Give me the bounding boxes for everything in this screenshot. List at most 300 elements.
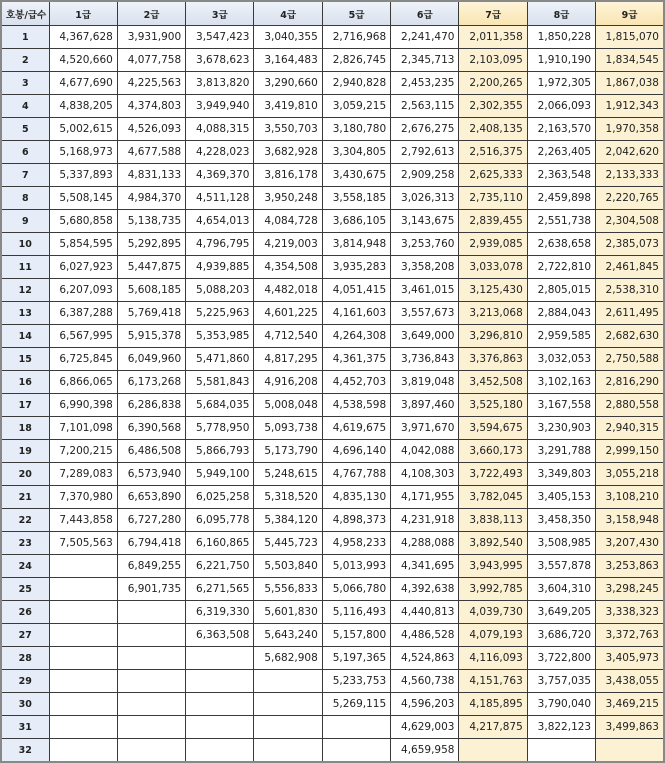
salary-cell: 5,088,203 xyxy=(186,279,254,302)
salary-cell: 5,508,145 xyxy=(49,187,117,210)
salary-cell: 2,551,738 xyxy=(527,210,595,233)
table-row xyxy=(1,578,664,601)
salary-cell: 3,649,205 xyxy=(527,601,595,624)
salary-cell: 3,338,323 xyxy=(596,601,664,624)
salary-cell: 4,712,540 xyxy=(254,325,322,348)
salary-cell xyxy=(49,555,117,578)
salary-cell: 4,084,728 xyxy=(254,210,322,233)
salary-cell: 3,594,675 xyxy=(459,417,527,440)
table-row xyxy=(1,256,664,279)
salary-cell: 3,158,948 xyxy=(596,509,664,532)
salary-cell: 4,796,795 xyxy=(186,233,254,256)
salary-cell: 4,767,788 xyxy=(322,463,390,486)
salary-cell: 3,419,810 xyxy=(254,95,322,118)
salary-cell: 1,834,545 xyxy=(596,49,664,72)
salary-cell: 4,392,638 xyxy=(391,578,459,601)
salary-cell: 3,143,675 xyxy=(391,210,459,233)
salary-cell xyxy=(49,670,117,693)
step-cell: 13 xyxy=(1,302,49,325)
salary-cell: 2,103,095 xyxy=(459,49,527,72)
salary-cell xyxy=(254,716,322,739)
column-header: 3급 xyxy=(186,1,254,26)
salary-cell: 2,884,043 xyxy=(527,302,595,325)
salary-cell: 5,225,963 xyxy=(186,302,254,325)
table-row xyxy=(1,739,664,763)
salary-cell xyxy=(527,739,595,763)
salary-cell: 4,108,303 xyxy=(391,463,459,486)
salary-cell: 3,757,035 xyxy=(527,670,595,693)
table-row xyxy=(1,72,664,95)
salary-cell: 5,581,843 xyxy=(186,371,254,394)
salary-cell: 5,197,365 xyxy=(322,647,390,670)
salary-cell: 4,231,918 xyxy=(391,509,459,532)
salary-cell xyxy=(186,647,254,670)
salary-cell: 4,916,208 xyxy=(254,371,322,394)
step-cell: 30 xyxy=(1,693,49,716)
salary-cell: 3,722,493 xyxy=(459,463,527,486)
salary-cell: 3,430,675 xyxy=(322,164,390,187)
table-row xyxy=(1,486,664,509)
step-cell: 11 xyxy=(1,256,49,279)
step-cell: 27 xyxy=(1,624,49,647)
salary-cell: 6,095,778 xyxy=(186,509,254,532)
salary-cell: 4,835,130 xyxy=(322,486,390,509)
step-cell: 20 xyxy=(1,463,49,486)
salary-cell: 6,025,258 xyxy=(186,486,254,509)
salary-cell xyxy=(49,739,117,763)
salary-cell: 3,102,163 xyxy=(527,371,595,394)
salary-cell xyxy=(117,647,185,670)
step-cell: 2 xyxy=(1,49,49,72)
step-cell: 22 xyxy=(1,509,49,532)
salary-cell: 4,452,703 xyxy=(322,371,390,394)
salary-cell: 2,816,290 xyxy=(596,371,664,394)
salary-cell: 5,168,973 xyxy=(49,141,117,164)
salary-cell: 6,049,960 xyxy=(117,348,185,371)
salary-cell: 3,992,785 xyxy=(459,578,527,601)
salary-cell: 6,221,750 xyxy=(186,555,254,578)
salary-cell: 6,866,065 xyxy=(49,371,117,394)
salary-cell: 5,173,790 xyxy=(254,440,322,463)
salary-cell: 7,101,098 xyxy=(49,417,117,440)
salary-cell: 2,304,508 xyxy=(596,210,664,233)
table-row xyxy=(1,95,664,118)
salary-cell xyxy=(322,716,390,739)
salary-cell: 4,596,203 xyxy=(391,693,459,716)
salary-cell: 4,654,013 xyxy=(186,210,254,233)
column-header: 2급 xyxy=(117,1,185,26)
salary-cell: 3,296,810 xyxy=(459,325,527,348)
salary-cell: 4,440,813 xyxy=(391,601,459,624)
salary-cell: 2,453,235 xyxy=(391,72,459,95)
salary-cell: 3,040,355 xyxy=(254,26,322,49)
table-row xyxy=(1,348,664,371)
column-header: 6급 xyxy=(391,1,459,26)
salary-cell: 4,898,373 xyxy=(322,509,390,532)
salary-cell: 2,408,135 xyxy=(459,118,527,141)
salary-cell: 5,447,875 xyxy=(117,256,185,279)
salary-cell: 2,805,015 xyxy=(527,279,595,302)
salary-cell: 5,066,780 xyxy=(322,578,390,601)
salary-cell: 5,866,793 xyxy=(186,440,254,463)
step-cell: 14 xyxy=(1,325,49,348)
salary-cell: 4,042,088 xyxy=(391,440,459,463)
column-header: 1급 xyxy=(49,1,117,26)
salary-cell: 2,625,333 xyxy=(459,164,527,187)
salary-cell: 3,971,670 xyxy=(391,417,459,440)
salary-cell: 5,643,240 xyxy=(254,624,322,647)
salary-cell: 6,653,890 xyxy=(117,486,185,509)
salary-cell xyxy=(49,624,117,647)
salary-cell: 2,959,585 xyxy=(527,325,595,348)
salary-cell: 3,253,863 xyxy=(596,555,664,578)
salary-cell: 5,353,985 xyxy=(186,325,254,348)
salary-cell: 4,838,205 xyxy=(49,95,117,118)
salary-cell: 3,686,105 xyxy=(322,210,390,233)
salary-cell: 3,461,015 xyxy=(391,279,459,302)
salary-cell: 4,629,003 xyxy=(391,716,459,739)
salary-cell: 3,682,928 xyxy=(254,141,322,164)
salary-cell: 6,486,508 xyxy=(117,440,185,463)
salary-cell: 2,939,085 xyxy=(459,233,527,256)
salary-cell: 6,573,940 xyxy=(117,463,185,486)
salary-cell: 4,288,088 xyxy=(391,532,459,555)
salary-cell: 3,349,803 xyxy=(527,463,595,486)
salary-cell: 2,042,620 xyxy=(596,141,664,164)
salary-cell: 3,291,788 xyxy=(527,440,595,463)
salary-cell: 6,990,398 xyxy=(49,394,117,417)
salary-cell: 3,931,900 xyxy=(117,26,185,49)
step-cell: 25 xyxy=(1,578,49,601)
salary-cell: 4,560,738 xyxy=(391,670,459,693)
step-cell: 24 xyxy=(1,555,49,578)
salary-cell: 4,088,315 xyxy=(186,118,254,141)
table-body xyxy=(1,26,664,763)
step-cell: 19 xyxy=(1,440,49,463)
salary-cell: 5,445,723 xyxy=(254,532,322,555)
salary-cell: 3,935,283 xyxy=(322,256,390,279)
salary-cell: 3,055,218 xyxy=(596,463,664,486)
salary-cell: 3,782,045 xyxy=(459,486,527,509)
salary-cell: 3,033,078 xyxy=(459,256,527,279)
salary-cell: 4,659,958 xyxy=(391,739,459,763)
table-row xyxy=(1,394,664,417)
salary-cell: 5,157,800 xyxy=(322,624,390,647)
salary-cell: 5,138,735 xyxy=(117,210,185,233)
salary-cell: 2,839,455 xyxy=(459,210,527,233)
salary-cell: 3,358,208 xyxy=(391,256,459,279)
salary-cell: 4,538,598 xyxy=(322,394,390,417)
salary-cell: 6,567,995 xyxy=(49,325,117,348)
salary-cell: 1,867,038 xyxy=(596,72,664,95)
salary-cell: 4,482,018 xyxy=(254,279,322,302)
salary-cell: 5,384,120 xyxy=(254,509,322,532)
salary-cell: 2,302,355 xyxy=(459,95,527,118)
salary-cell: 5,915,378 xyxy=(117,325,185,348)
step-cell: 21 xyxy=(1,486,49,509)
salary-cell: 3,304,805 xyxy=(322,141,390,164)
salary-cell: 4,039,730 xyxy=(459,601,527,624)
salary-cell: 6,727,280 xyxy=(117,509,185,532)
salary-cell: 5,116,493 xyxy=(322,601,390,624)
salary-cell: 3,816,178 xyxy=(254,164,322,187)
salary-cell: 3,499,863 xyxy=(596,716,664,739)
salary-cell: 6,901,735 xyxy=(117,578,185,601)
salary-cell: 1,850,228 xyxy=(527,26,595,49)
table-row xyxy=(1,601,664,624)
table-row xyxy=(1,141,664,164)
step-cell: 18 xyxy=(1,417,49,440)
salary-cell: 4,361,375 xyxy=(322,348,390,371)
salary-cell: 4,677,690 xyxy=(49,72,117,95)
salary-cell: 4,696,140 xyxy=(322,440,390,463)
salary-cell: 5,248,615 xyxy=(254,463,322,486)
salary-cell: 2,385,073 xyxy=(596,233,664,256)
step-cell: 9 xyxy=(1,210,49,233)
salary-cell: 4,161,603 xyxy=(322,302,390,325)
column-header: 7급 xyxy=(459,1,527,26)
salary-cell: 4,374,803 xyxy=(117,95,185,118)
salary-cell: 4,367,628 xyxy=(49,26,117,49)
step-cell: 10 xyxy=(1,233,49,256)
step-cell: 5 xyxy=(1,118,49,141)
salary-cell xyxy=(254,693,322,716)
salary-cell: 2,638,658 xyxy=(527,233,595,256)
salary-cell: 4,984,370 xyxy=(117,187,185,210)
salary-cell: 6,794,418 xyxy=(117,532,185,555)
step-cell: 3 xyxy=(1,72,49,95)
salary-cell xyxy=(49,601,117,624)
salary-cell: 3,253,760 xyxy=(391,233,459,256)
salary-cell: 4,079,193 xyxy=(459,624,527,647)
salary-cell: 3,838,113 xyxy=(459,509,527,532)
salary-cell: 4,225,563 xyxy=(117,72,185,95)
salary-cell: 2,716,968 xyxy=(322,26,390,49)
salary-cell: 6,271,565 xyxy=(186,578,254,601)
salary-cell: 5,778,950 xyxy=(186,417,254,440)
salary-cell: 4,051,415 xyxy=(322,279,390,302)
table-row xyxy=(1,26,664,49)
salary-cell: 2,133,333 xyxy=(596,164,664,187)
salary-cell: 3,405,153 xyxy=(527,486,595,509)
salary-cell: 5,269,115 xyxy=(322,693,390,716)
salary-cell: 2,263,405 xyxy=(527,141,595,164)
salary-cell: 4,677,588 xyxy=(117,141,185,164)
salary-cell xyxy=(117,624,185,647)
salary-cell: 3,660,173 xyxy=(459,440,527,463)
salary-cell xyxy=(117,601,185,624)
salary-cell: 4,151,763 xyxy=(459,670,527,693)
table-row xyxy=(1,417,664,440)
table-row xyxy=(1,279,664,302)
salary-cell: 4,939,885 xyxy=(186,256,254,279)
header-row xyxy=(1,1,664,26)
salary-cell: 6,173,268 xyxy=(117,371,185,394)
table-row xyxy=(1,164,664,187)
salary-cell: 3,508,985 xyxy=(527,532,595,555)
table-row xyxy=(1,624,664,647)
salary-cell: 2,722,810 xyxy=(527,256,595,279)
table-row xyxy=(1,532,664,555)
salary-cell xyxy=(49,647,117,670)
salary-cell: 3,943,995 xyxy=(459,555,527,578)
salary-cell: 5,471,860 xyxy=(186,348,254,371)
salary-cell: 3,722,800 xyxy=(527,647,595,670)
salary-cell: 5,556,833 xyxy=(254,578,322,601)
salary-cell: 5,337,893 xyxy=(49,164,117,187)
salary-cell: 6,319,330 xyxy=(186,601,254,624)
salary-cell: 4,817,295 xyxy=(254,348,322,371)
salary-cell: 2,735,110 xyxy=(459,187,527,210)
salary-cell: 3,558,185 xyxy=(322,187,390,210)
step-cell: 17 xyxy=(1,394,49,417)
salary-cell: 4,217,875 xyxy=(459,716,527,739)
table-row xyxy=(1,647,664,670)
salary-cell: 4,228,023 xyxy=(186,141,254,164)
column-header: 5급 xyxy=(322,1,390,26)
step-cell: 16 xyxy=(1,371,49,394)
salary-cell: 2,611,495 xyxy=(596,302,664,325)
salary-cell: 3,405,973 xyxy=(596,647,664,670)
table-row xyxy=(1,118,664,141)
salary-cell: 3,290,660 xyxy=(254,72,322,95)
salary-cell: 2,459,898 xyxy=(527,187,595,210)
salary-cell: 4,354,508 xyxy=(254,256,322,279)
salary-cell: 4,524,863 xyxy=(391,647,459,670)
salary-cell: 4,601,225 xyxy=(254,302,322,325)
salary-cell: 7,505,563 xyxy=(49,532,117,555)
salary-cell: 4,369,370 xyxy=(186,164,254,187)
salary-cell xyxy=(186,670,254,693)
salary-cell: 5,601,830 xyxy=(254,601,322,624)
salary-cell: 1,972,305 xyxy=(527,72,595,95)
salary-cell: 5,684,035 xyxy=(186,394,254,417)
salary-cell: 3,059,215 xyxy=(322,95,390,118)
salary-cell: 3,438,055 xyxy=(596,670,664,693)
salary-cell: 4,077,758 xyxy=(117,49,185,72)
column-header: 8급 xyxy=(527,1,595,26)
step-cell: 28 xyxy=(1,647,49,670)
step-cell: 31 xyxy=(1,716,49,739)
step-cell: 12 xyxy=(1,279,49,302)
step-cell: 15 xyxy=(1,348,49,371)
salary-cell xyxy=(49,716,117,739)
salary-cell: 4,185,895 xyxy=(459,693,527,716)
salary-cell: 3,686,720 xyxy=(527,624,595,647)
salary-cell: 2,880,558 xyxy=(596,394,664,417)
salary-cell xyxy=(49,578,117,601)
step-cell: 32 xyxy=(1,739,49,763)
salary-cell: 3,550,703 xyxy=(254,118,322,141)
salary-cell: 2,909,258 xyxy=(391,164,459,187)
step-cell: 1 xyxy=(1,26,49,49)
salary-cell: 3,032,053 xyxy=(527,348,595,371)
salary-cell: 1,815,070 xyxy=(596,26,664,49)
salary-cell: 2,999,150 xyxy=(596,440,664,463)
salary-cell: 3,452,508 xyxy=(459,371,527,394)
salary-cell: 3,108,210 xyxy=(596,486,664,509)
salary-cell: 2,241,470 xyxy=(391,26,459,49)
step-cell: 4 xyxy=(1,95,49,118)
salary-cell: 6,286,838 xyxy=(117,394,185,417)
column-header: 4급 xyxy=(254,1,322,26)
salary-cell: 3,897,460 xyxy=(391,394,459,417)
salary-cell: 3,207,430 xyxy=(596,532,664,555)
salary-cell: 4,486,528 xyxy=(391,624,459,647)
salary-cell xyxy=(596,739,664,763)
salary-cell xyxy=(186,716,254,739)
salary-cell: 3,469,215 xyxy=(596,693,664,716)
salary-cell: 5,682,908 xyxy=(254,647,322,670)
salary-cell xyxy=(117,739,185,763)
salary-cell: 3,298,245 xyxy=(596,578,664,601)
salary-cell: 7,289,083 xyxy=(49,463,117,486)
salary-cell: 5,093,738 xyxy=(254,417,322,440)
salary-cell: 5,503,840 xyxy=(254,555,322,578)
salary-cell xyxy=(322,739,390,763)
table-row xyxy=(1,371,664,394)
salary-cell: 2,676,275 xyxy=(391,118,459,141)
salary-cell: 4,831,133 xyxy=(117,164,185,187)
salary-cell: 5,680,858 xyxy=(49,210,117,233)
salary-cell: 2,682,630 xyxy=(596,325,664,348)
salary-cell: 6,725,845 xyxy=(49,348,117,371)
corner-header: 호봉/급수 xyxy=(1,1,49,26)
salary-cell: 3,180,780 xyxy=(322,118,390,141)
salary-cell: 2,538,310 xyxy=(596,279,664,302)
salary-cell: 5,318,520 xyxy=(254,486,322,509)
salary-cell: 6,849,255 xyxy=(117,555,185,578)
salary-cell xyxy=(459,739,527,763)
salary-cell: 3,557,673 xyxy=(391,302,459,325)
table-row xyxy=(1,49,664,72)
salary-cell: 5,292,895 xyxy=(117,233,185,256)
salary-cell: 3,213,068 xyxy=(459,302,527,325)
step-cell: 29 xyxy=(1,670,49,693)
salary-cell xyxy=(49,693,117,716)
salary-cell: 2,792,613 xyxy=(391,141,459,164)
salary-cell: 5,008,048 xyxy=(254,394,322,417)
salary-cell: 3,949,940 xyxy=(186,95,254,118)
salary-cell: 3,026,313 xyxy=(391,187,459,210)
step-cell: 23 xyxy=(1,532,49,555)
salary-cell: 4,520,660 xyxy=(49,49,117,72)
salary-cell: 2,516,375 xyxy=(459,141,527,164)
step-cell: 6 xyxy=(1,141,49,164)
salary-cell xyxy=(117,670,185,693)
salary-cell: 5,002,615 xyxy=(49,118,117,141)
salary-cell: 6,027,923 xyxy=(49,256,117,279)
table-row xyxy=(1,210,664,233)
salary-cell: 1,970,358 xyxy=(596,118,664,141)
table-row xyxy=(1,302,664,325)
salary-cell: 1,912,343 xyxy=(596,95,664,118)
salary-cell xyxy=(117,716,185,739)
table-row xyxy=(1,440,664,463)
salary-cell: 3,458,350 xyxy=(527,509,595,532)
salary-cell: 3,813,820 xyxy=(186,72,254,95)
salary-cell: 3,819,048 xyxy=(391,371,459,394)
salary-cell: 3,649,000 xyxy=(391,325,459,348)
salary-cell: 4,511,128 xyxy=(186,187,254,210)
salary-cell: 4,171,955 xyxy=(391,486,459,509)
salary-cell: 5,854,595 xyxy=(49,233,117,256)
salary-cell: 2,200,265 xyxy=(459,72,527,95)
salary-cell: 5,233,753 xyxy=(322,670,390,693)
salary-cell: 7,200,215 xyxy=(49,440,117,463)
salary-cell: 7,370,980 xyxy=(49,486,117,509)
table-row xyxy=(1,693,664,716)
